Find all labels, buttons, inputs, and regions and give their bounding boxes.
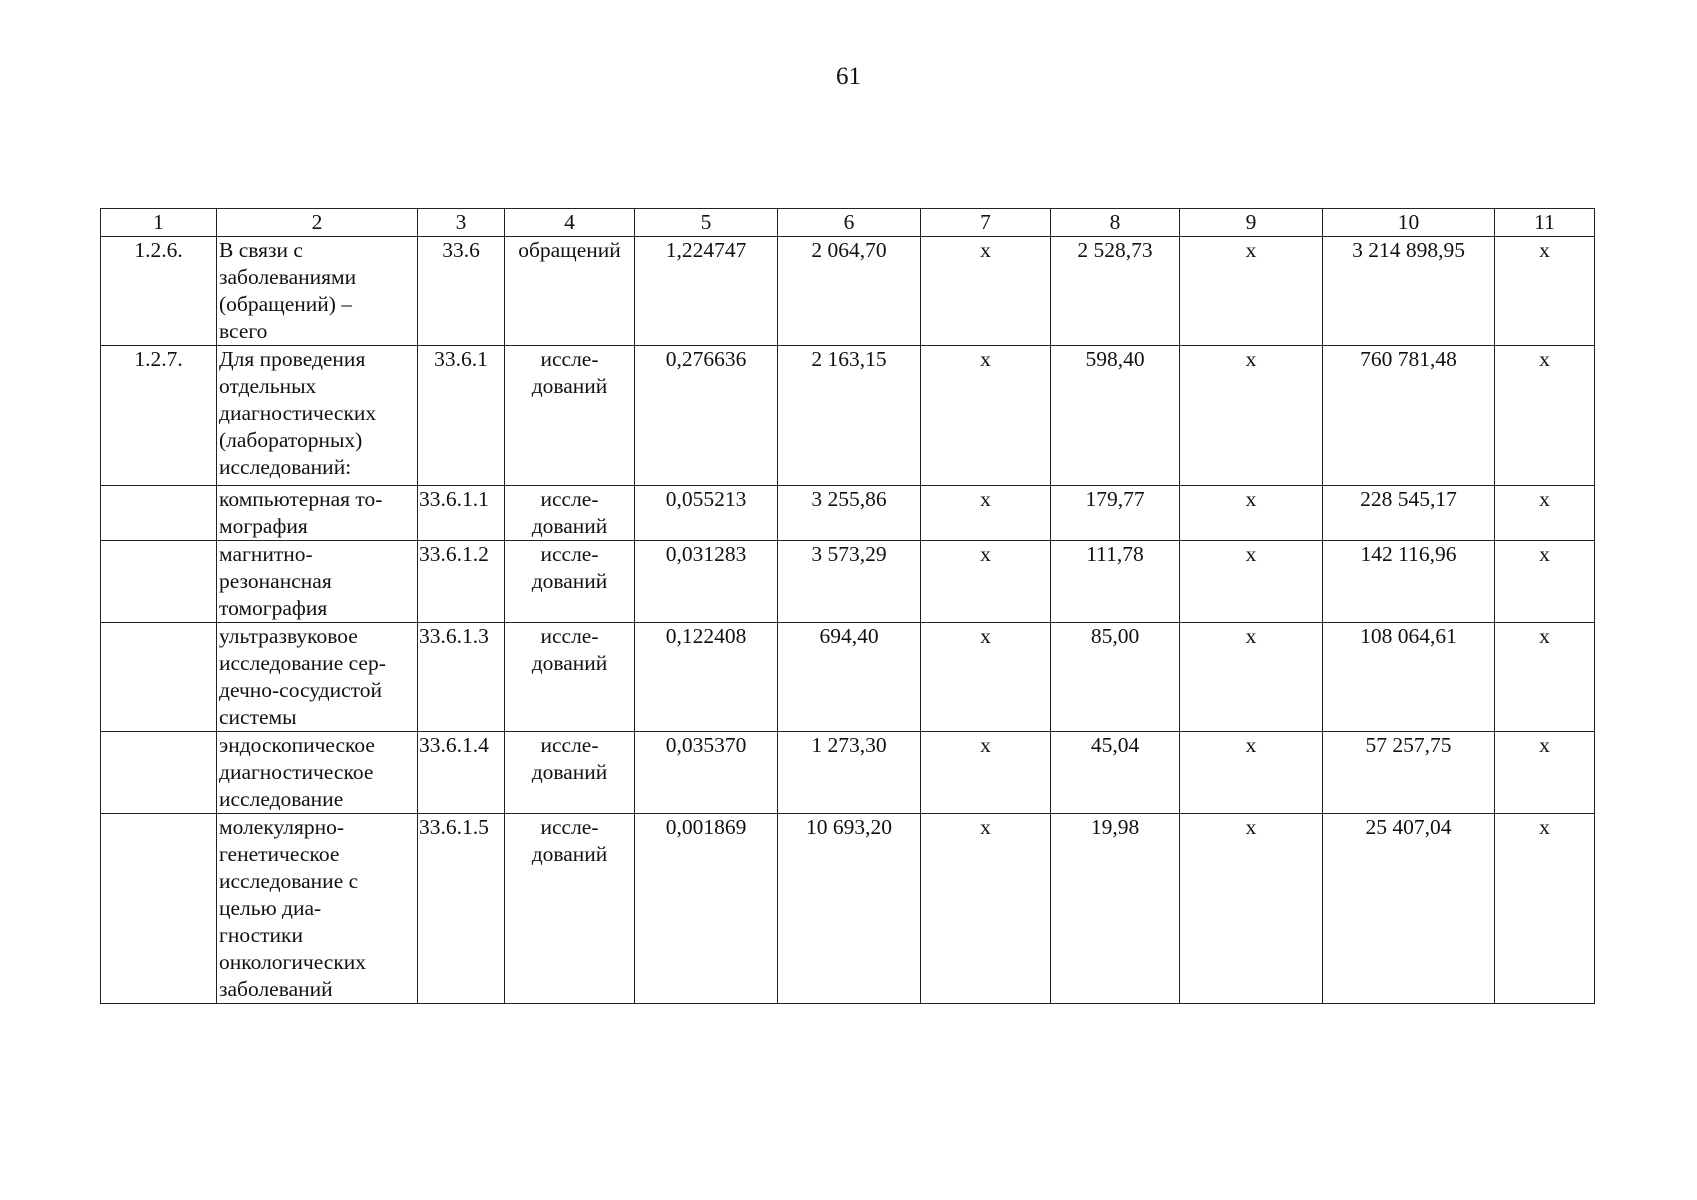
header-cell-col8: 8 <box>1051 209 1180 237</box>
value-cell-c9: х <box>1180 346 1323 486</box>
value-cell-c11: х <box>1495 814 1595 1004</box>
value-cell-c8: 2 528,73 <box>1051 237 1180 346</box>
value-cell-c5: 0,001869 <box>635 814 778 1004</box>
unit-cell <box>505 732 635 814</box>
indicator-name-line: резонансная <box>219 569 332 593</box>
value-cell-c9: х <box>1180 732 1323 814</box>
indicator-name-line: (обращений) – <box>219 292 353 316</box>
unit-cell <box>505 541 635 623</box>
value-cell-c11: х <box>1495 623 1595 732</box>
page-number: 61 <box>836 63 861 90</box>
indicator-name-line: исследование <box>219 787 344 811</box>
value-cell-c10: 25 407,04 <box>1323 814 1495 1004</box>
indicator-name-cell <box>217 541 418 623</box>
value-cell-c7: х <box>921 732 1051 814</box>
header-cell-col1: 1 <box>101 209 217 237</box>
indicator-name-line: заболеваний <box>219 977 333 1001</box>
indicator-name-cell <box>217 346 418 486</box>
value-cell-c5: 0,031283 <box>635 541 778 623</box>
unit-line: обращений <box>518 238 621 262</box>
unit-line: иссле- <box>540 815 599 839</box>
unit-line: иссле- <box>540 347 599 371</box>
table-row <box>101 814 1595 1004</box>
value-cell-c6: 1 273,30 <box>778 732 921 814</box>
header-cell-col2: 2 <box>217 209 418 237</box>
value-cell-c6: 3 255,86 <box>778 486 921 541</box>
unit-line: иссле- <box>540 487 599 511</box>
value-cell-c10: 760 781,48 <box>1323 346 1495 486</box>
value-cell-c9: х <box>1180 623 1323 732</box>
value-cell-c9: х <box>1180 486 1323 541</box>
unit-line: дований <box>531 651 608 675</box>
value-cell-c8: 179,77 <box>1051 486 1180 541</box>
indicator-name-line: мография <box>219 514 308 538</box>
indicator-name-line: исследование с <box>219 869 359 893</box>
indicator-name-cell <box>217 486 418 541</box>
unit-line: дований <box>531 374 608 398</box>
row-number-cell <box>101 541 217 623</box>
indicator-name-line: (лабораторных) <box>219 428 363 452</box>
indicator-name-line: эндоскопическое <box>219 733 375 757</box>
indicator-name-line: системы <box>219 705 297 729</box>
value-cell-c10: 142 116,96 <box>1323 541 1495 623</box>
indicator-name-line: заболеваниями <box>219 265 357 289</box>
unit-line: дований <box>531 760 608 784</box>
indicator-name-line: гностики <box>219 923 304 947</box>
unit-line: иссле- <box>540 542 599 566</box>
header-cell-col11: 11 <box>1495 209 1595 237</box>
row-number-cell: 1.2.7. <box>101 346 217 486</box>
row-code-cell: 33.6.1.4 <box>418 732 505 814</box>
indicator-name-line: диагностических <box>219 401 377 425</box>
unit-cell <box>505 814 635 1004</box>
row-number-cell <box>101 814 217 1004</box>
indicator-name-line: генетическое <box>219 842 340 866</box>
header-cell-col5: 5 <box>635 209 778 237</box>
value-cell-c11: х <box>1495 732 1595 814</box>
value-cell-c6: 2 064,70 <box>778 237 921 346</box>
indicator-name-line: компьютерная то- <box>219 487 383 511</box>
value-cell-c5: 1,224747 <box>635 237 778 346</box>
value-cell-c8: 45,04 <box>1051 732 1180 814</box>
value-cell-c11: х <box>1495 486 1595 541</box>
value-cell-c8: 19,98 <box>1051 814 1180 1004</box>
value-cell-c7: х <box>921 237 1051 346</box>
table-row <box>101 623 1595 732</box>
unit-cell <box>505 237 635 346</box>
row-code-cell: 33.6.1.3 <box>418 623 505 732</box>
header-cell-col9: 9 <box>1180 209 1323 237</box>
header-cell-col6: 6 <box>778 209 921 237</box>
value-cell-c10: 108 064,61 <box>1323 623 1495 732</box>
header-cell-col3: 3 <box>418 209 505 237</box>
row-number-cell <box>101 623 217 732</box>
value-cell-c9: х <box>1180 541 1323 623</box>
value-cell-c8: 111,78 <box>1051 541 1180 623</box>
row-code-cell: 33.6.1.2 <box>418 541 505 623</box>
table-row <box>101 346 1595 486</box>
value-cell-c7: х <box>921 486 1051 541</box>
unit-cell <box>505 623 635 732</box>
indicator-name-line: исследований: <box>219 455 352 479</box>
header-cell-col4: 4 <box>505 209 635 237</box>
indicator-name-line: магнитно- <box>219 542 313 566</box>
indicator-name-cell <box>217 814 418 1004</box>
indicator-name-line: отдельных <box>219 374 317 398</box>
indicator-name-line: диагностическое <box>219 760 374 784</box>
value-cell-c10: 228 545,17 <box>1323 486 1495 541</box>
indicator-name-line: В связи с <box>219 238 303 262</box>
indicator-name-line: молекулярно- <box>219 815 345 839</box>
value-cell-c7: х <box>921 814 1051 1004</box>
indicator-name-line: исследование сер- <box>219 651 386 675</box>
indicator-name-line: целью диа- <box>219 896 322 920</box>
value-cell-c5: 0,055213 <box>635 486 778 541</box>
row-number-cell <box>101 732 217 814</box>
value-cell-c7: х <box>921 346 1051 486</box>
indicator-name-line: онкологических <box>219 950 367 974</box>
value-cell-c6: 10 693,20 <box>778 814 921 1004</box>
value-cell-c8: 598,40 <box>1051 346 1180 486</box>
value-cell-c7: х <box>921 623 1051 732</box>
indicator-name-line: Для проведения <box>219 347 366 371</box>
table-row <box>101 486 1595 541</box>
unit-line: дований <box>531 569 608 593</box>
unit-line: иссле- <box>540 733 599 757</box>
value-cell-c10: 57 257,75 <box>1323 732 1495 814</box>
value-cell-c5: 0,035370 <box>635 732 778 814</box>
header-cell-col7: 7 <box>921 209 1051 237</box>
indicator-name-cell <box>217 237 418 346</box>
unit-cell <box>505 486 635 541</box>
value-cell-c6: 2 163,15 <box>778 346 921 486</box>
row-code-cell: 33.6.1.5 <box>418 814 505 1004</box>
value-cell-c9: х <box>1180 237 1323 346</box>
value-cell-c6: 3 573,29 <box>778 541 921 623</box>
value-cell-c11: х <box>1495 237 1595 346</box>
value-cell-c6: 694,40 <box>778 623 921 732</box>
table-row <box>101 732 1595 814</box>
indicator-name-line: дечно-сосудистой <box>219 678 383 702</box>
row-code-cell: 33.6.1 <box>418 346 505 486</box>
row-code-cell: 33.6.1.1 <box>418 486 505 541</box>
value-cell-c11: х <box>1495 346 1595 486</box>
table-header-row <box>101 209 1595 237</box>
indicator-name-line: томография <box>219 596 328 620</box>
value-cell-c10: 3 214 898,95 <box>1323 237 1495 346</box>
row-number-cell: 1.2.6. <box>101 237 217 346</box>
data-table <box>100 208 1595 1004</box>
table-row <box>101 237 1595 346</box>
value-cell-c7: х <box>921 541 1051 623</box>
row-code-cell: 33.6 <box>418 237 505 346</box>
header-cell-col10: 10 <box>1323 209 1495 237</box>
value-cell-c11: х <box>1495 541 1595 623</box>
table-row <box>101 541 1595 623</box>
indicator-name-cell <box>217 623 418 732</box>
unit-line: дований <box>531 514 608 538</box>
value-cell-c9: х <box>1180 814 1323 1004</box>
indicator-name-line: ультразвуковое <box>219 624 358 648</box>
value-cell-c8: 85,00 <box>1051 623 1180 732</box>
unit-cell <box>505 346 635 486</box>
unit-line: иссле- <box>540 624 599 648</box>
value-cell-c5: 0,122408 <box>635 623 778 732</box>
unit-line: дований <box>531 842 608 866</box>
value-cell-c5: 0,276636 <box>635 346 778 486</box>
indicator-name-line: всего <box>219 319 268 343</box>
indicator-name-cell <box>217 732 418 814</box>
row-number-cell <box>101 486 217 541</box>
